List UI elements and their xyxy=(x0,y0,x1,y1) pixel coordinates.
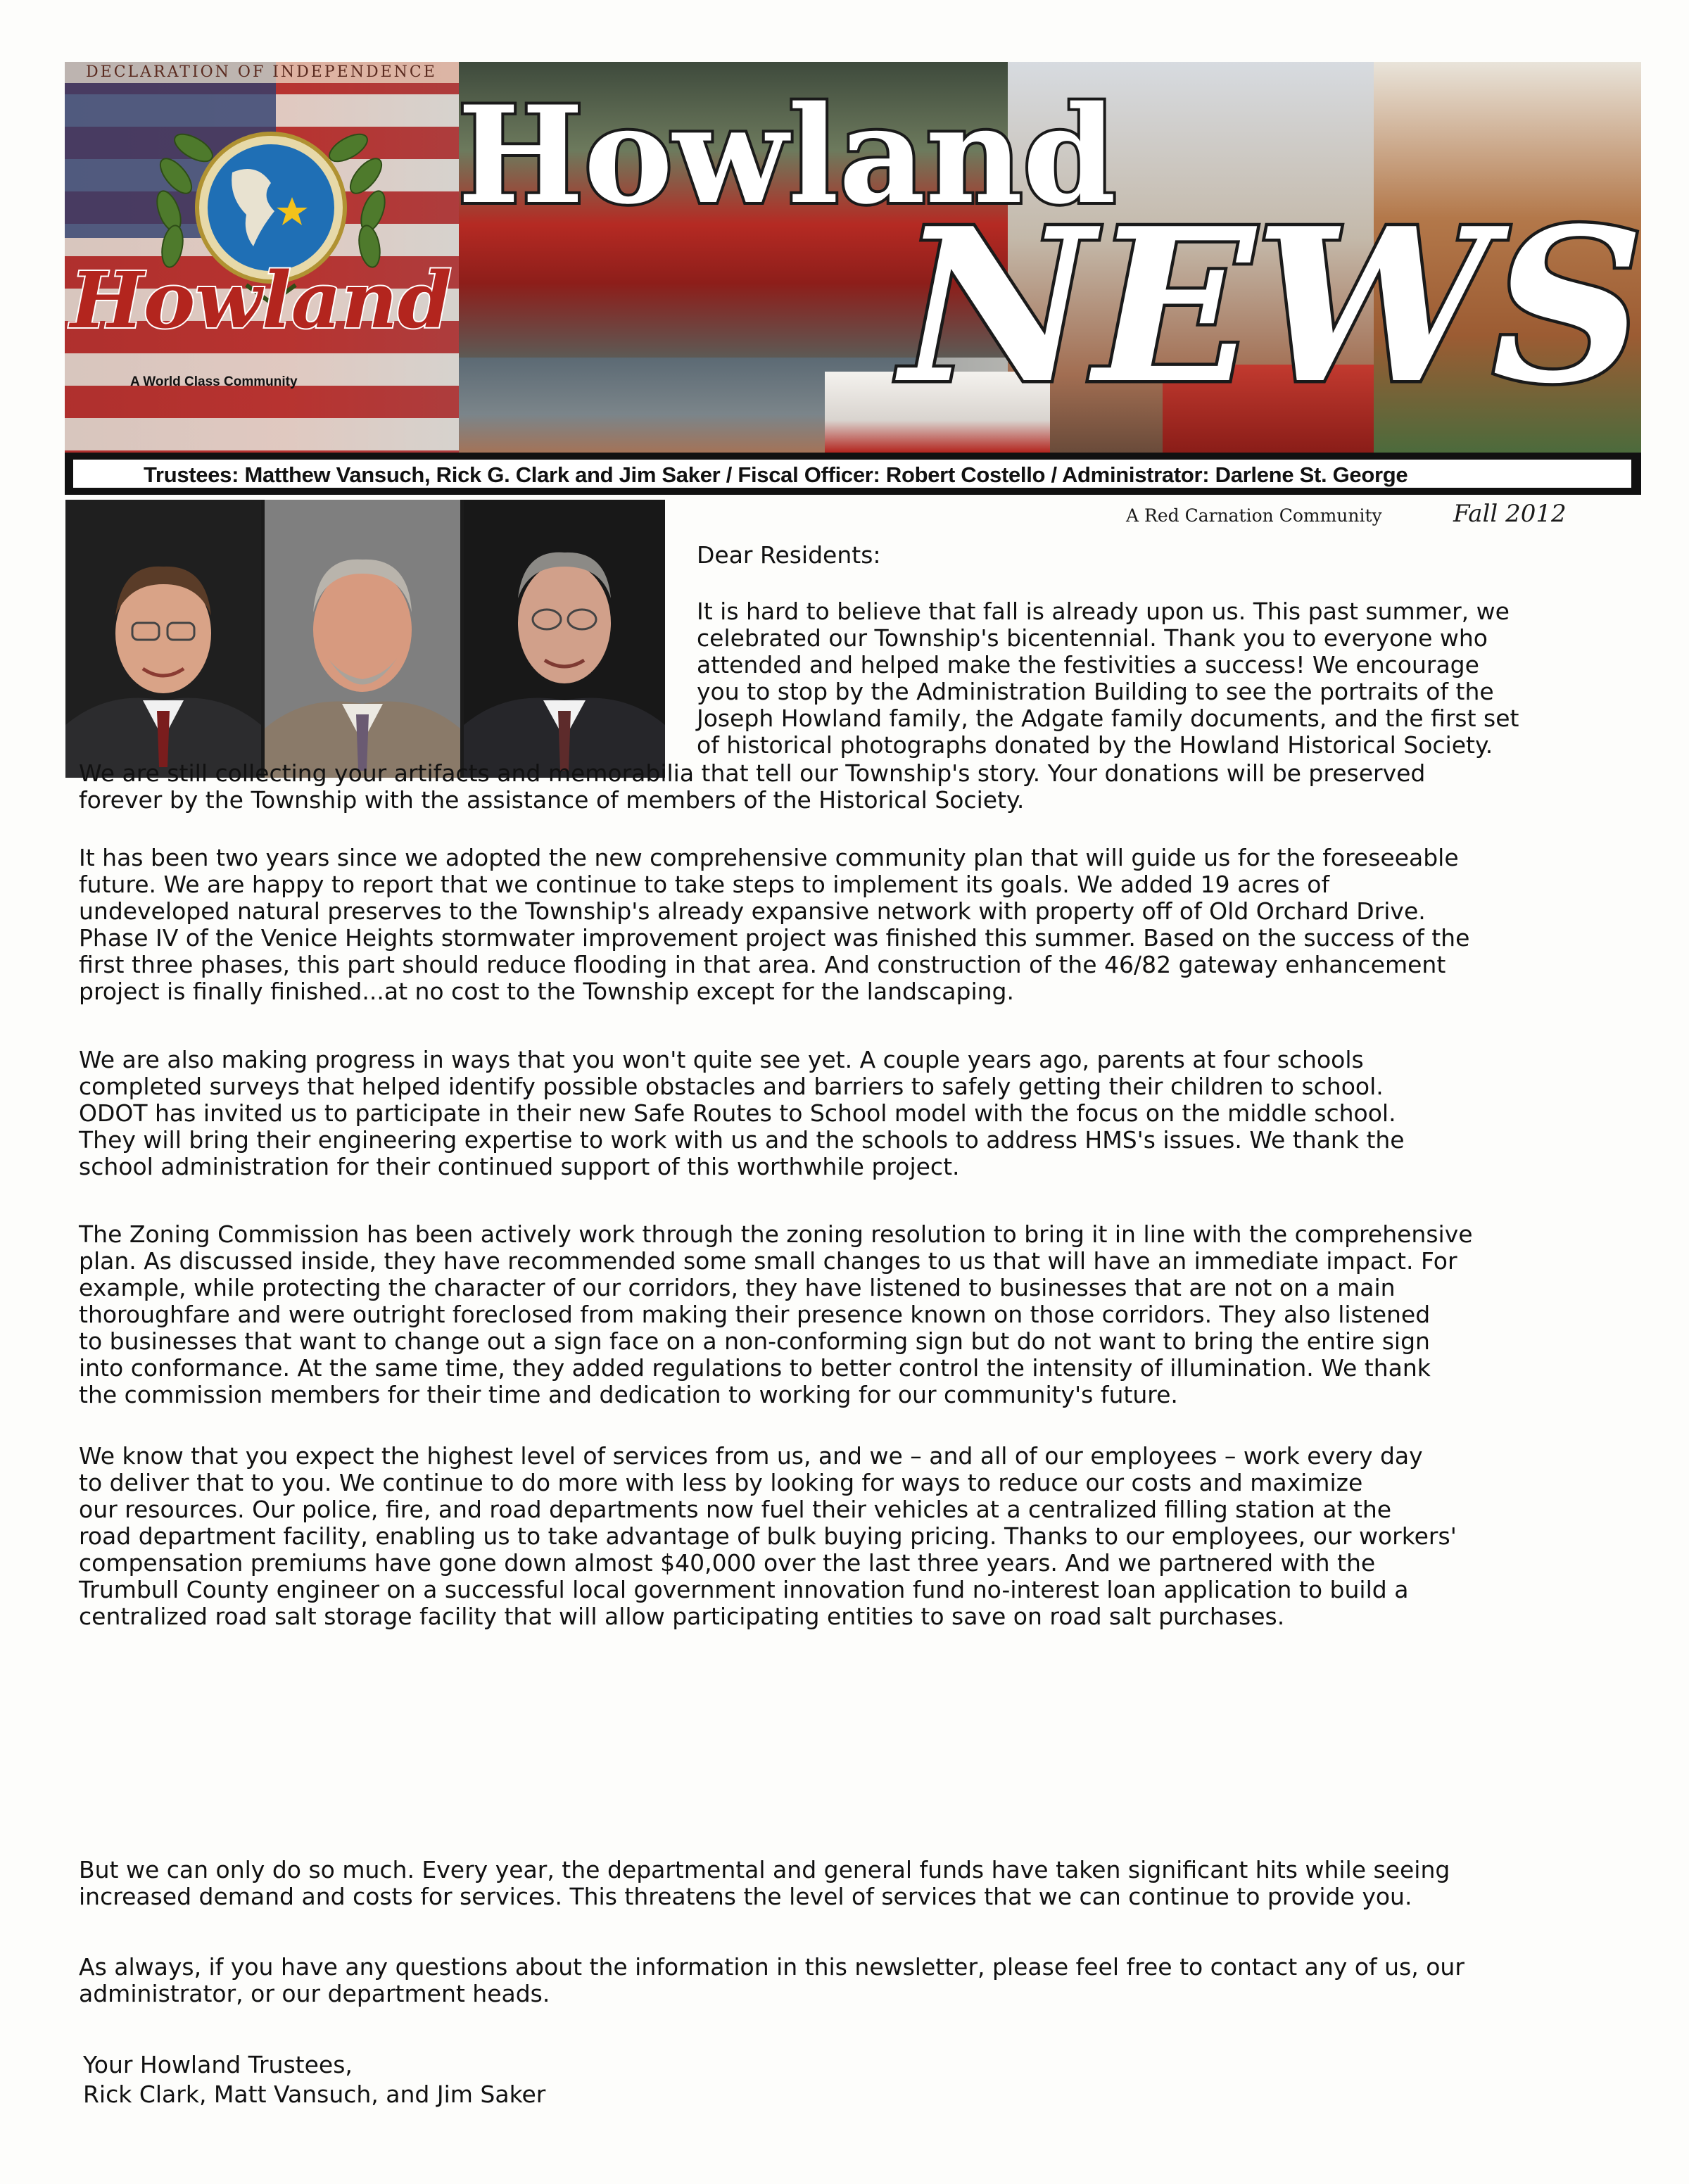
text-line: They will bring their engineering expertise to work with us and the schools to address HMS's issues. We thank the xyxy=(79,1126,1405,1154)
text-line: thoroughfare and were outright foreclosed from making their presence known on those corridors. They also listened xyxy=(79,1301,1431,1328)
text-line: the commission members for their time and dedication to working for our community's future. xyxy=(79,1381,1178,1408)
text-line: Phase IV of the Venice Heights stormwater improvement project was finished this summer. Based on the success of the xyxy=(79,924,1470,952)
issue-season: Fall 2012 xyxy=(1453,500,1567,528)
text-line: undeveloped natural preserves to the Township's already expansive network with property off of Old Orchard Drive. xyxy=(79,897,1426,925)
text-line: attended and helped make the festivities a success! We encourage xyxy=(697,651,1479,678)
howland-logo-wordmark xyxy=(56,243,452,348)
text-line: example, while protecting the character of our corridors, they have listened to businesses that are not on a main xyxy=(79,1274,1396,1301)
text-line: you to stop by the Administration Building to see the portraits of the xyxy=(697,678,1494,705)
text-line: road department facility, enabling us to take advantage of bulk buying pricing. Thanks to our employees, our workers' xyxy=(79,1522,1457,1550)
trustees-box xyxy=(72,458,1633,489)
text-line: compensation premiums have gone down almost $40,000 over the last three years. And we partnered with the xyxy=(79,1549,1376,1577)
text-line: project is finally finished...at no cost to the Township except for the landscaping. xyxy=(79,978,1014,1005)
text-line: school administration for their continued support of this worthwhile project. xyxy=(79,1153,960,1180)
trustees-bar xyxy=(65,453,1641,495)
text-line: future. We are happy to report that we continue to take steps to implement its goals. We added 19 acres of xyxy=(79,871,1330,898)
text-line: Rick Clark, Matt Vansuch, and Jim Saker xyxy=(83,2081,546,2108)
text-line: first three phases, this part should reduce flooding in that area. And construction of the 46/82 gateway enhancement xyxy=(79,951,1446,978)
svg-text:Howland: Howland xyxy=(70,255,452,346)
portrait-matthew-vansuch xyxy=(65,500,261,778)
text-line: Trumbull County engineer on a successful local government innovation fund no-interest loan application to build a xyxy=(79,1576,1409,1603)
text-line: of historical photographs donated by the Howland Historical Society. xyxy=(697,731,1493,759)
text-line: It is hard to believe that fall is already upon us. This past summer, we xyxy=(697,598,1510,625)
text-line: The Zoning Commission has been actively work through the zoning resolution to bring it in line with the comprehensive xyxy=(79,1220,1473,1248)
trustees-text: Trustees: Matthew Vansuch, Rick G. Clark and Jim Saker / Fiscal Officer: Robert Costello / Administrator: Darlene St. George xyxy=(144,462,1408,487)
svg-text:Howland: Howland xyxy=(457,77,1117,234)
svg-text:NEWS: NEWS xyxy=(901,182,1645,430)
text-line: to deliver that to you. We continue to do more with less by looking for ways to reduce our costs and maximize xyxy=(79,1469,1363,1496)
text-line: celebrated our Township's bicentennial. Thank you to everyone who xyxy=(697,624,1488,652)
portrait-jim-saker xyxy=(464,500,665,778)
text-line: Joseph Howland family, the Adgate family documents, and the first set xyxy=(697,705,1519,732)
letter-salutation: Dear Residents: xyxy=(697,541,881,569)
text-line: increased demand and costs for services. This threatens the level of services that we can continue to provide you. xyxy=(79,1883,1412,1910)
declaration-text: DECLARATION OF INDEPENDENCE xyxy=(86,63,437,81)
text-line: to businesses that want to change out a sign face on a non-conforming sign but do not want to bring the entire sign xyxy=(79,1327,1430,1355)
trustee-portraits xyxy=(65,500,665,778)
portrait-rick-clark xyxy=(265,500,460,778)
text-line: centralized road salt storage facility that will allow participating entities to save on road salt purchases. xyxy=(79,1603,1285,1630)
declaration-strip xyxy=(65,62,459,83)
text-line: forever by the Township with the assistance of members of the Historical Society. xyxy=(79,786,1025,814)
text-line: completed surveys that helped identify possible obstacles and barriers to safely getting their children to school. xyxy=(79,1073,1384,1100)
text-line: It has been two years since we adopted the new comprehensive community plan that will guide us for the foreseeable xyxy=(79,844,1459,871)
text-line: Your Howland Trustees, xyxy=(83,2051,353,2078)
text-line: But we can only do so much. Every year, the departmental and general funds have taken significant hits while seeing xyxy=(79,1856,1450,1883)
text-line: plan. As discussed inside, they have recommended some small changes to us that will have an immediate impact. For xyxy=(79,1247,1457,1275)
text-line: We know that you expect the highest level of services from us, and we – and all of our employees – work every day xyxy=(79,1442,1423,1470)
text-line: our resources. Our police, fire, and road departments now fuel their vehicles at a centralized filling station at the xyxy=(79,1496,1392,1523)
logo-tagline: A World Class Community xyxy=(130,374,298,389)
text-line: We are still collecting your artifacts and memorabilia that tell our Township's story. Your donations will be preserved xyxy=(79,759,1426,787)
text-line: As always, if you have any questions about the information in this newsletter, please feel free to contact any of us, our xyxy=(79,1953,1465,1981)
red-carnation-community: A Red Carnation Community xyxy=(1126,505,1382,526)
text-line: administrator, or our department heads. xyxy=(79,1980,550,2007)
text-line: We are also making progress in ways that you won't quite see yet. A couple years ago, parents at four schools xyxy=(79,1046,1364,1073)
text-line: ODOT has invited us to participate in their new Safe Routes to School model with the focus on the middle school. xyxy=(79,1099,1396,1127)
masthead-title-news xyxy=(894,176,1645,430)
text-line: into conformance. At the same time, they added regulations to better control the intensity of illumination. We thank xyxy=(79,1354,1431,1382)
